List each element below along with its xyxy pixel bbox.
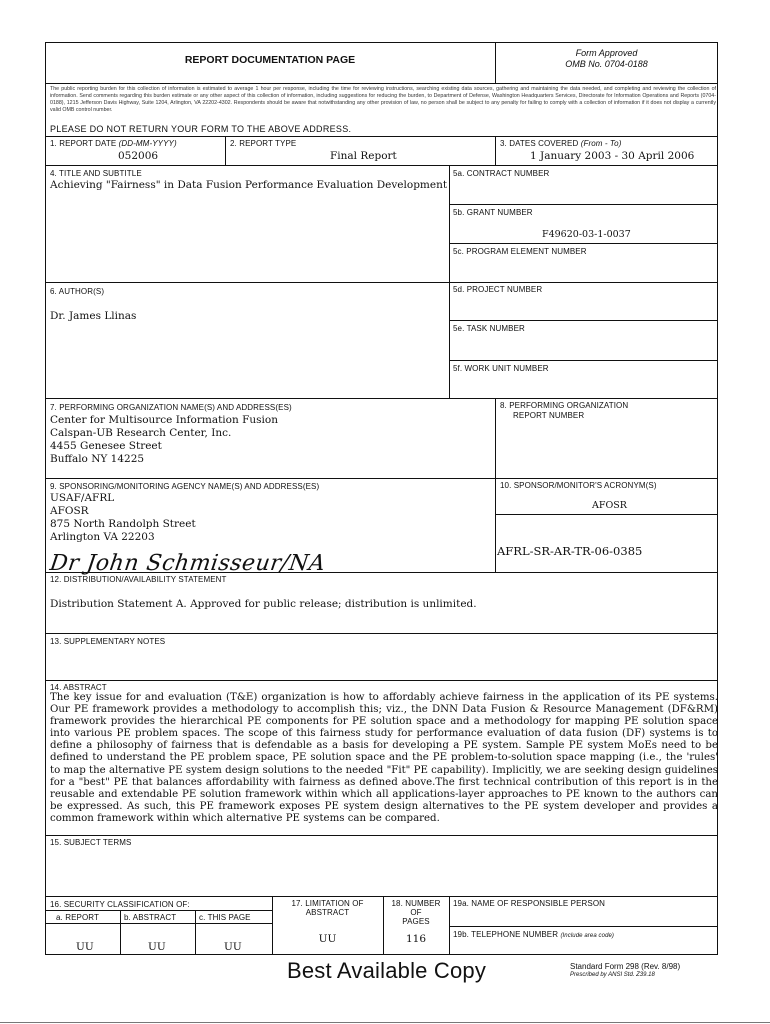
line-block9	[45, 478, 718, 479]
sponsoring-agency-label: 9. SPONSORING/MONITORING AGENCY NAME(S) AND ADDRESS(ES)	[50, 482, 320, 491]
this-page-class-value: UU	[224, 941, 242, 953]
abstract-class-label: b. ABSTRACT	[124, 913, 177, 922]
omb-number: OMB No. 0704-0188	[565, 59, 648, 69]
grant-number-value: F49620-03-1-0037	[542, 229, 631, 240]
line-block7	[45, 398, 718, 399]
report-number-value: AFRL-SR-AR-TR-06-0385	[497, 544, 643, 558]
authors-value: Dr. James Llinas	[50, 310, 137, 322]
line-5c	[449, 243, 718, 244]
line-authors	[45, 282, 718, 283]
standard-form	[570, 962, 680, 980]
line-block15	[45, 835, 718, 836]
number-of-pages-value: 116	[405, 933, 427, 945]
standard-form-label: Standard Form 298 (Rev. 8/98)	[570, 962, 681, 971]
performing-report-label-1: 8. PERFORMING ORGANIZATION	[500, 401, 629, 410]
authors-label: 6. AUTHOR(S)	[50, 287, 105, 296]
report-type-value: Final Report	[330, 150, 397, 162]
abstract-text: The key issue for and evaluation (T&E) organization is how to affordably achieve fairness in the application of its PE systems. Our PE framework provides a methodology to accomplish this; viz., the DNN Data Fusion & Resource Management (DF&RM) framework provides the hierarchical PE components for PE solution space and a methodology for mapping PE solution space into various PE problem spaces. The scope of this fairness study for performance evaluation of data fusion (DF) systems is to define a philosophy of fairness that is defendable as a basis for developing a PE system. Sample PE system MoEs need to be defined to understand the PE problem space, PE solution space and the PE problem-to-solution space mapping (i.e., the 'rules' to map the alternative PE system design solutions to the needed "Fit" PE capability). Implicitly, we are seeking design guidelines for a "best" PE that balances affordability with fairness as defined above.The first technical contribution of this report is in the reusable and extendable PE solution framework within which all applications-layer approaches to PE known to the authors can be expressed. As such, this PE framework exposes PE system design alternatives to the PE system developer and provides a common framework within which alternative PE systems can be compared.	[50, 692, 718, 824]
prescribed-label: Prescribed by ANSI Std. Z39.18	[570, 972, 655, 978]
contract-number-label: 5a. CONTRACT NUMBER	[453, 169, 550, 178]
number-of-pages-label: 18. NUMBER OF PAGES	[391, 899, 441, 926]
report-class-label: a. REPORT	[56, 913, 99, 922]
distribution-label: 12. DISTRIBUTION/AVAILABILITY STATEMENT	[50, 575, 227, 584]
line-5b	[449, 204, 718, 205]
line-block12	[45, 572, 718, 573]
abstract-class-value: UU	[148, 941, 166, 953]
line-16-labels	[45, 923, 272, 924]
handwritten-contact: Dr John Schmisseur/NA	[48, 551, 328, 576]
security-classification-label: 16. SECURITY CLASSIFICATION OF:	[50, 900, 190, 909]
sponsoring-agency-line-1: USAF/AFRL	[50, 492, 115, 504]
form-approved-label: Form Approved	[575, 48, 638, 58]
block9-divider	[495, 478, 496, 572]
sponsoring-agency-line-2: AFOSR	[50, 505, 89, 517]
do-not-return-notice: PLEASE DO NOT RETURN YOUR FORM TO THE ABOVE ADDRESS.	[50, 124, 352, 134]
line-5f	[449, 360, 718, 361]
block16-sub-b	[195, 910, 196, 955]
program-element-label: 5c. PROGRAM ELEMENT NUMBER	[453, 247, 587, 256]
performing-org-line-4: Buffalo NY 14225	[50, 453, 145, 465]
dates-covered-value: 1 January 2003 - 30 April 2006	[530, 150, 695, 162]
report-type-label: 2. REPORT TYPE	[230, 139, 297, 148]
block7-divider	[495, 398, 496, 478]
limitation-value: UU	[318, 933, 337, 945]
sponsor-acronym-label: 10. SPONSOR/MONITOR'S ACRONYM(S)	[500, 481, 657, 490]
telephone-label: 19b. TELEPHONE NUMBER (Include area code)	[453, 930, 615, 939]
performing-org-line-3: 4455 Genesee Street	[50, 440, 162, 452]
distribution-value: Distribution Statement A. Approved for public release; distribution is unlimited.	[50, 598, 477, 610]
performing-report-label-2: REPORT NUMBER	[513, 411, 585, 420]
abstract-label: 14. ABSTRACT	[50, 683, 107, 692]
task-number-label: 5e. TASK NUMBER	[453, 324, 525, 333]
supplementary-notes-label: 13. SUPPLEMENTARY NOTES	[50, 637, 166, 646]
page-title: REPORT DOCUMENTATION PAGE	[184, 54, 356, 66]
title-subtitle-value: Achieving "Fairness" in Data Fusion Performance Evaluation Development	[50, 179, 448, 191]
work-unit-label: 5f. WORK UNIT NUMBER	[453, 364, 549, 373]
performing-org-label: 7. PERFORMING ORGANIZATION NAME(S) AND ADDRESS(ES)	[50, 403, 292, 412]
sponsoring-agency-line-4: Arlington VA 22203	[50, 531, 155, 543]
line-block14	[45, 680, 718, 681]
row1-top-line	[45, 136, 718, 137]
performing-org-line-1: Center for Multisource Information Fusion	[50, 414, 278, 426]
row1-divider-a	[225, 136, 226, 165]
best-available-copy: Best Available Copy	[287, 958, 487, 983]
sponsor-acronym-value: AFOSR	[592, 500, 627, 511]
sponsoring-agency-line-3: 875 North Randolph Street	[50, 518, 196, 530]
form-approved	[495, 48, 718, 70]
line-block13	[45, 633, 718, 634]
block16-sub-a	[120, 910, 121, 955]
performing-org-line-2: Calspan-UB Research Center, Inc.	[50, 427, 232, 439]
report-date-label: 1. REPORT DATE (DD-MM-YYYY)	[50, 139, 177, 148]
line-block16	[45, 896, 718, 897]
limitation-label: 17. LIMITATION OF ABSTRACT	[291, 899, 364, 917]
project-number-label: 5d. PROJECT NUMBER	[453, 285, 543, 294]
line-19b	[449, 926, 718, 927]
row1-divider-b	[495, 136, 496, 165]
dates-covered-label: 3. DATES COVERED (From - To)	[500, 139, 622, 148]
this-page-class-label: c. THIS PAGE	[199, 913, 251, 922]
title-subtitle-label: 4. TITLE AND SUBTITLE	[50, 169, 142, 178]
grant-number-label: 5b. GRANT NUMBER	[453, 208, 533, 217]
header-bottom-line	[45, 83, 718, 84]
page-bottom-edge	[0, 1022, 770, 1023]
row1-bottom-line	[45, 165, 718, 166]
line-block11	[495, 514, 718, 515]
line-16-sub	[45, 910, 272, 911]
burden-statement: The public reporting burden for this collection of information is estimated to average 1 hour per response, including the time for reviewing instructions, searching existing data sources, gathering and maintaining the data needed, and completing and reviewing the collection of information. Send comments regarding this burden estimate or any other aspect of this collection of information, including suggestions for reducing the burden, to Department of Defense, Washington Headquarters Services, Directorate for Information Operations and Reports (0704-0188), 1215 Jefferson Davis Highway, Suite 1204, Arlington, VA 22202-4302. Respondents should be aware that notwithstanding any other provision of law, no person shall be subject to any penalty for failing to comply with a collection of information if it does not display a currently valid OMB control number.	[50, 86, 716, 114]
line-5e	[449, 320, 718, 321]
subject-terms-label: 15. SUBJECT TERMS	[50, 838, 132, 847]
responsible-person-label: 19a. NAME OF RESPONSIBLE PERSON	[453, 899, 606, 908]
report-date-value: 052006	[118, 150, 159, 162]
report-class-value: UU	[76, 941, 94, 953]
